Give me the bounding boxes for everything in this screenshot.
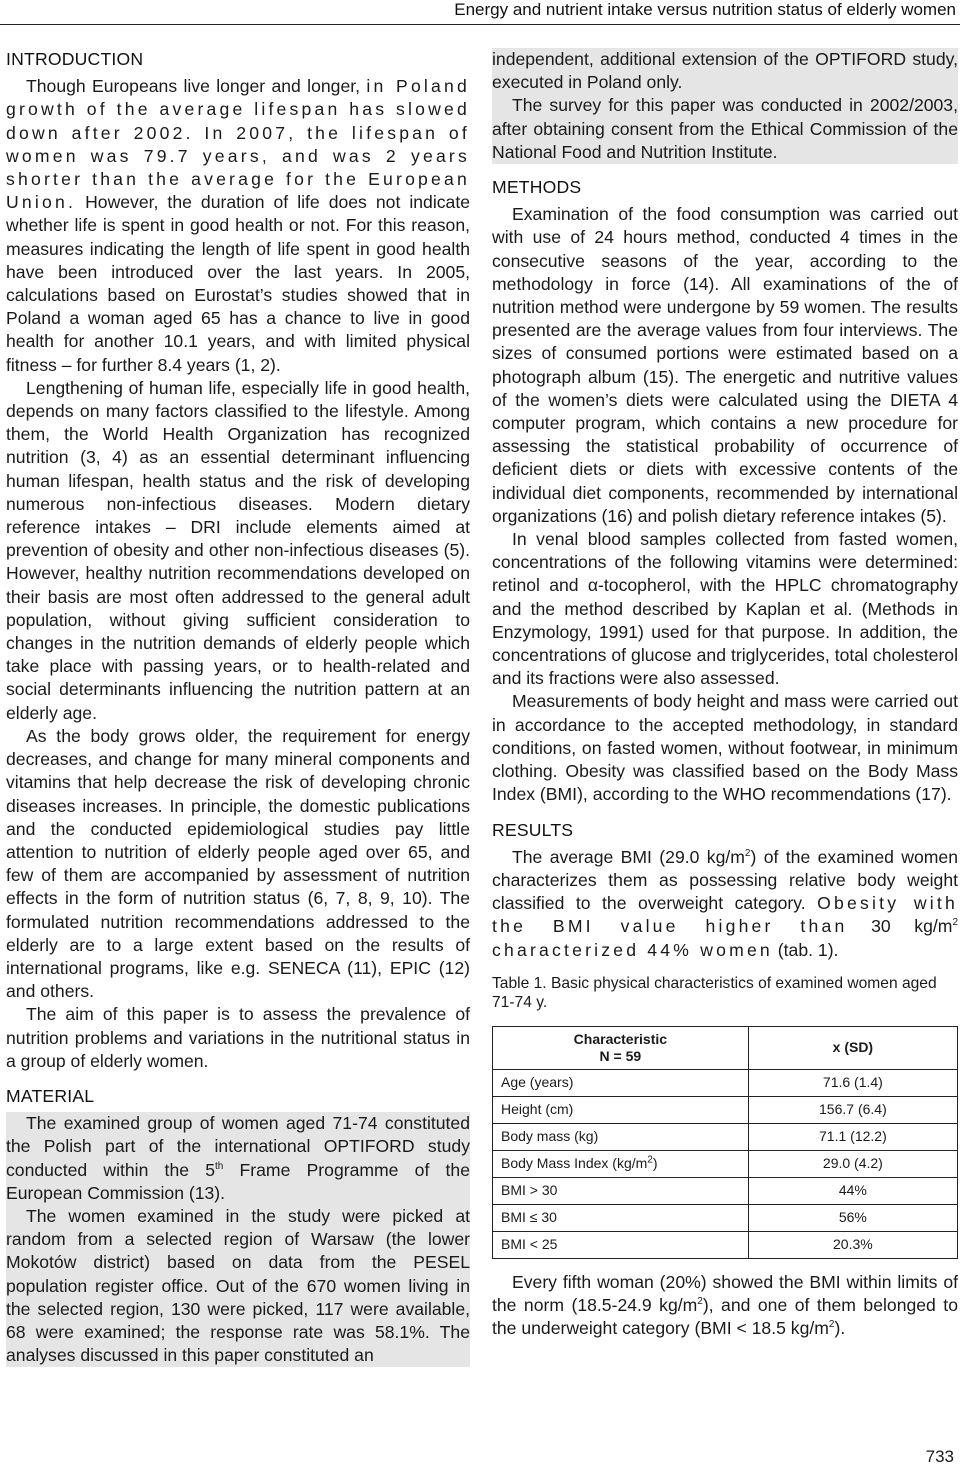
intro-paragraph-3: As the body grows older, the requirement for energy decreases, and change for many mineral components and vitamins that help decrease the risk of developing chronic diseases increases. In principle, the domestic publications and the conducted epidemiological studies pay little attention to nutrition of elderly people aged over 65, and few of them are accompanied by assessment of nutrition effects in the form of nutrition status (6, 7, 8, 9, 10). The formulated nutrition recommendations addressed to the elderly are to a large extent based on the results of international programs, like e.g. SENECA (11), EPIC (12) and others. (6, 725, 470, 1002)
results-p2-mid: ), and one of them belonged to the underweight category (BMI < 18.5 kg/m (492, 1294, 958, 1339)
results-p1-sup2: 2 (952, 917, 958, 929)
intro-paragraph-2: Lengthening of human life, especially life in good health, depends on many factors classified to the lifestyle. Among them, the World Health Organization has recognized nutrition (3, 4) as an essential determinant influencing human lifespan, health status and the risk of developing numerous non-infectious diseases. Modern dietary reference intakes – DRI include elements aimed at prevention of obesity and other non-infectious diseases (5). However, healthy nutrition recommendations developed on their basis are most often addressed to the general adult population, without giving sufficient consideration to changes in the nutrition demands of elderly people which take place with passing years, or to health-related and social determinants influencing the nutrition pattern at an elderly age. (6, 377, 470, 723)
methods-paragraph-3: Measurements of body height and mass were carried out in accordance to the accepted methodology, in standard conditions, on fasted women, without footwear, in minimum clothing. Obesity was classified based on the Body Mass Index (BMI), according to the WHO recommendations (17). (492, 691, 958, 805)
results-p2-start: Every fifth woman (20%) showed the BMI within limits of the norm (18.5-24.9 kg/m (492, 1271, 958, 1315)
results-p1-mid: ) of the examined women characterizes them as possessing relative body weight classified to the overweight category. (492, 846, 958, 914)
material-paragraph-2: The women examined in the study were picked at random from a selected region of Warsaw (the lower Mokotów district) based on data from the PESEL population register office. Out of the 670 women living in the selected region, 130 were picked, 117 were available, 68 were examined; the response rate was 58.1%. The analyses discussed in this paper constituted an (6, 1205, 470, 1366)
methods-paragraph-2: In venal blood samples collected from fasted women, concentrations of the following vitamins were determined: retinol and α-tocopherol, with the HPLC chromatography and the method described by Kaplan et al. (Methods in Enzymology, 1991) used for that purpose. In addition, the concentrations of glucose and triglycerides, total cholesterol and its fractions were also assessed. (492, 529, 958, 689)
table-cell-value: 20.3% (748, 1231, 957, 1258)
table-row (493, 1150, 958, 1177)
material-highlight-block (6, 1112, 470, 1367)
table-header-row (493, 1026, 958, 1069)
intro-p1-start: Though Europeans live longer and longer, (26, 76, 367, 97)
table-cell-value: 56% (748, 1204, 957, 1231)
table-row (493, 1204, 958, 1231)
table-cell-value: 44% (748, 1177, 957, 1204)
header-rule (0, 24, 960, 25)
results-p1-spaced2: characterized 44% women (492, 939, 773, 960)
right-column (492, 48, 958, 1340)
header-characteristic-label: Characteristic (573, 1030, 668, 1047)
row-label-end: ) (652, 1155, 658, 1172)
table-row (493, 1123, 958, 1150)
intro-p1-end: However, the duration of life does not indicate whether life is spent in good health or not. For this reason, measures indicating the length of life spent in good health have been introduced over the last years. In 2005, calculations based on Eurostat’s studies showed that in Poland a woman aged 65 has a chance to live in good health for another 10.1 years, and with limited physical fitness – for further 8.4 years (1, 2). (6, 192, 470, 375)
table-cell-label (493, 1177, 749, 1204)
intro-p1-spaced-text: in Poland growth of the average lifespan has slowed down after 2002. In 2007, the lifespan of women was 79.7 years, and was 2 years shorter than the average for the European Union. (6, 76, 470, 213)
table-body (493, 1069, 958, 1258)
results-paragraph-2 (492, 1271, 958, 1341)
table-caption: Table 1. Basic physical characteristics of examined women aged 71-74 y. (492, 974, 937, 1011)
table-cell-label (493, 1150, 749, 1177)
methods-paragraph-1: Examination of the food consumption was carried out with use of 24 hours method, conducted 4 times in the consecutive seasons of the year, according to the methodology in force (14). All examinations of the of nutrition method were undergone by 59 women. The results presented are the average values from four interviews. The sizes of consumed portions were estimated based on a photograph album (15). The energetic and nutritive values of the women’s diets were calculated using the DIETA 4 computer program, which contains a new procedure for assessing the statistical probability of occurrence of deficient diets or diets with excessive contents of the individual diet components, recommended by international organizations (16) and polish dietary reference intakes (5). (492, 204, 958, 526)
table-cell-label (493, 1069, 749, 1096)
continued-paragraph: independent, additional extension of the OPTIFORD study, executed in Poland only. (492, 49, 958, 93)
table-row (493, 1231, 958, 1258)
material-p1-end: Frame Programme of the European Commission (13). (6, 1159, 470, 1203)
table-header-value: x (SD) (748, 1026, 957, 1069)
material-p1-start: The examined group of women aged 71-74 constituted the Polish part of the international OPTIFORD study conducted within the 5 (6, 1113, 470, 1180)
row-label: Height (cm) (501, 1101, 574, 1118)
survey-paragraph: The survey for this paper was conducted in 2002/2003, after obtaining consent from the Ethical Commission of the National Food and Nutrition Institute. (492, 95, 958, 162)
table-cell-label (493, 1231, 749, 1258)
results-p1-end: (tab. 1). (772, 939, 839, 960)
table-cell-label (493, 1204, 749, 1231)
results-p1-spaced: Obesity with the BMI value higher than (492, 893, 958, 937)
results-p1-unit: 30 kg/m (847, 916, 953, 937)
results-p2-end: ). (834, 1318, 846, 1339)
introduction-heading: INTRODUCTION (6, 49, 144, 69)
material-paragraph-1 (6, 1112, 470, 1205)
methods-heading: METHODS (492, 177, 582, 198)
results-p1-sup: 2 (744, 847, 751, 859)
table-cell-value: 71.6 (1.4) (748, 1069, 957, 1096)
results-p1-start: The average BMI (29.0 kg/m (512, 846, 745, 867)
material-heading: MATERIAL (6, 1085, 95, 1106)
header-n-label: N = 59 (599, 1047, 642, 1064)
material-p1-superscript: th (215, 1160, 224, 1172)
table-cell-label (493, 1123, 749, 1150)
table-cell-value: 156.7 (6.4) (748, 1096, 957, 1123)
table-row (493, 1177, 958, 1204)
table-row (493, 1096, 958, 1123)
row-label-superscript: 2 (647, 1154, 653, 1166)
page-number: 733 (925, 1447, 954, 1466)
table-cell-value: 71.1 (12.2) (748, 1123, 957, 1150)
results-heading: RESULTS (492, 819, 574, 840)
row-label: BMI < 25 (501, 1236, 558, 1253)
row-label: Body Mass Index (kg/m (501, 1155, 648, 1172)
characteristics-table (492, 1026, 958, 1259)
intro-paragraph-1 (6, 75, 470, 377)
left-column (6, 48, 470, 1367)
row-label: BMI > 30 (501, 1182, 558, 1199)
row-label: Body mass (kg) (501, 1128, 599, 1145)
results-paragraph-1 (492, 846, 958, 962)
table-row (493, 1069, 958, 1096)
row-label: Age (years) (501, 1074, 574, 1091)
table-header-characteristic (493, 1026, 749, 1069)
results-p2-sup2: 2 (828, 1319, 835, 1331)
intro-paragraph-4: The aim of this paper is to assess the prevalence of nutrition problems and variations in the nutritional status in a group of elderly women. (6, 1004, 470, 1071)
results-p2-sup: 2 (697, 1296, 703, 1308)
running-head: Energy and nutrient intake versus nutrition status of elderly women (454, 0, 956, 19)
right-highlight-block (492, 48, 958, 164)
row-label: BMI ≤ 30 (501, 1209, 557, 1226)
table-cell-value: 29.0 (4.2) (748, 1150, 957, 1177)
table-cell-label (493, 1096, 749, 1123)
